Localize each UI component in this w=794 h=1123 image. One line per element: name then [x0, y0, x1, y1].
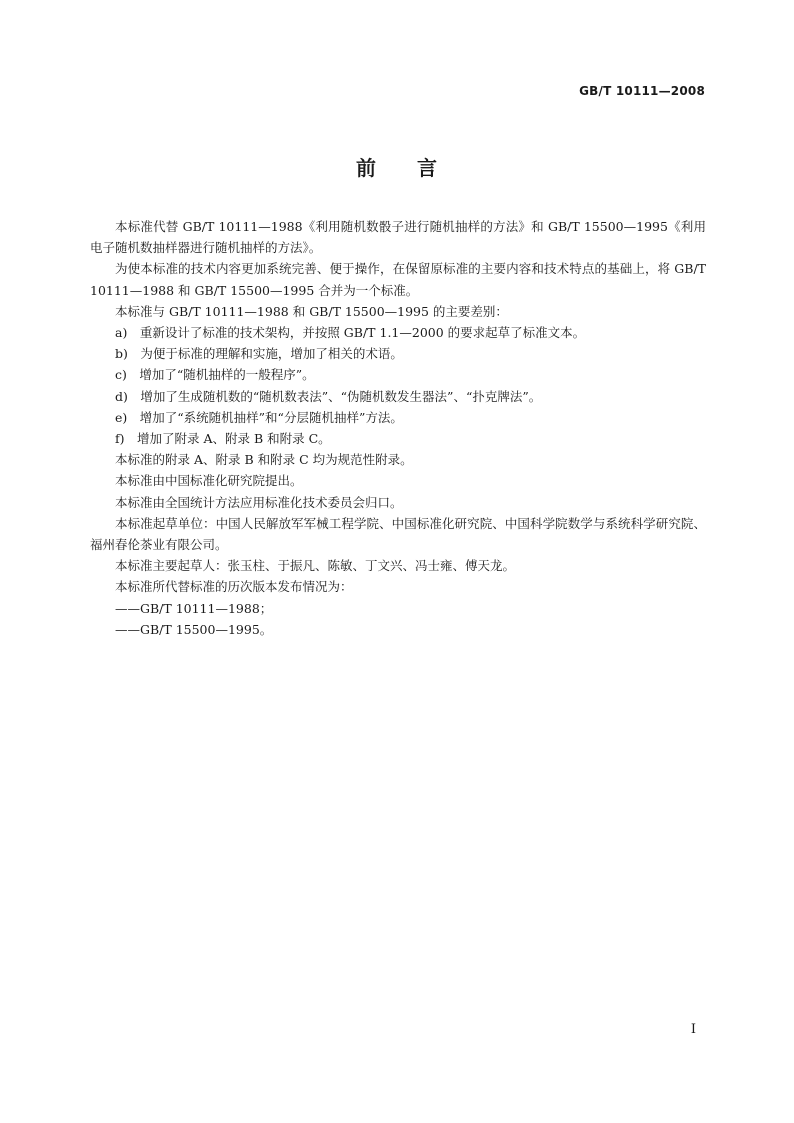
paragraph-committee: 本标准由全国统计方法应用标准化技术委员会归口。 [115, 494, 403, 510]
title-part-2: 言 [417, 156, 438, 180]
paragraph-history-intro: 本标准所代替标准的历次版本发布情况为： [115, 579, 353, 595]
difference-item: c) 增加了“随机抽样的一般程序”。 [115, 367, 315, 383]
paragraph-annexes: 本标准的附录 A、附录 B 和附录 C 均为规范性附录。 [115, 452, 413, 468]
difference-item: f) 增加了附录 A、附录 B 和附录 C。 [115, 431, 331, 447]
difference-item: e) 增加了“系统随机抽样”和“分层随机抽样”方法。 [115, 409, 403, 425]
history-item: ——GB/T 15500—1995。 [115, 621, 273, 637]
paragraph-drafters: 本标准主要起草人：张玉柱、于振凡、陈敏、丁文兴、冯士雍、傅天龙。 [115, 558, 516, 574]
paragraph-merge: 为使本标准的技术内容更加系统完善、便于操作，在保留原标准的主要内容和技术特点的基础上，将 GB/T 10111—1988 和 GB/T 15500—1995 合并为一个标准。 [90, 261, 706, 298]
page-title [0, 152, 794, 181]
difference-item: d) 增加了生成随机数的“随机数表法”、“伪随机数发生器法”、“扑克牌法”。 [115, 388, 542, 404]
history-item: ——GB/T 10111—1988； [115, 600, 273, 616]
paragraph-proposed-by: 本标准由中国标准化研究院提出。 [115, 473, 303, 489]
difference-item: a) 重新设计了标准的技术架构，并按照 GB/T 1.1—2000 的要求起草了标准文本。 [115, 325, 586, 341]
paragraph-drafting-units: 本标准起草单位：中国人民解放军军械工程学院、中国标准化研究院、中国科学院数学与系统科学研究院、福州春伦茶业有限公司。 [90, 515, 706, 553]
difference-item: b) 为便于标准的理解和实施，增加了相关的术语。 [115, 346, 403, 362]
standard-code: GB/T 10111—2008 [579, 84, 705, 98]
title-part-1: 前 [356, 156, 377, 180]
page-number: I [690, 1022, 696, 1037]
foreword-body [90, 216, 706, 640]
paragraph-replaces: 本标准代替 GB/T 10111—1988《利用随机数骰子进行随机抽样的方法》和 GB/T 15500—1995《利用电子随机数抽样器进行随机抽样的方法》。 [90, 219, 706, 256]
paragraph-differences-intro: 本标准与 GB/T 10111—1988 和 GB/T 15500—1995 的主要差别： [115, 303, 508, 319]
